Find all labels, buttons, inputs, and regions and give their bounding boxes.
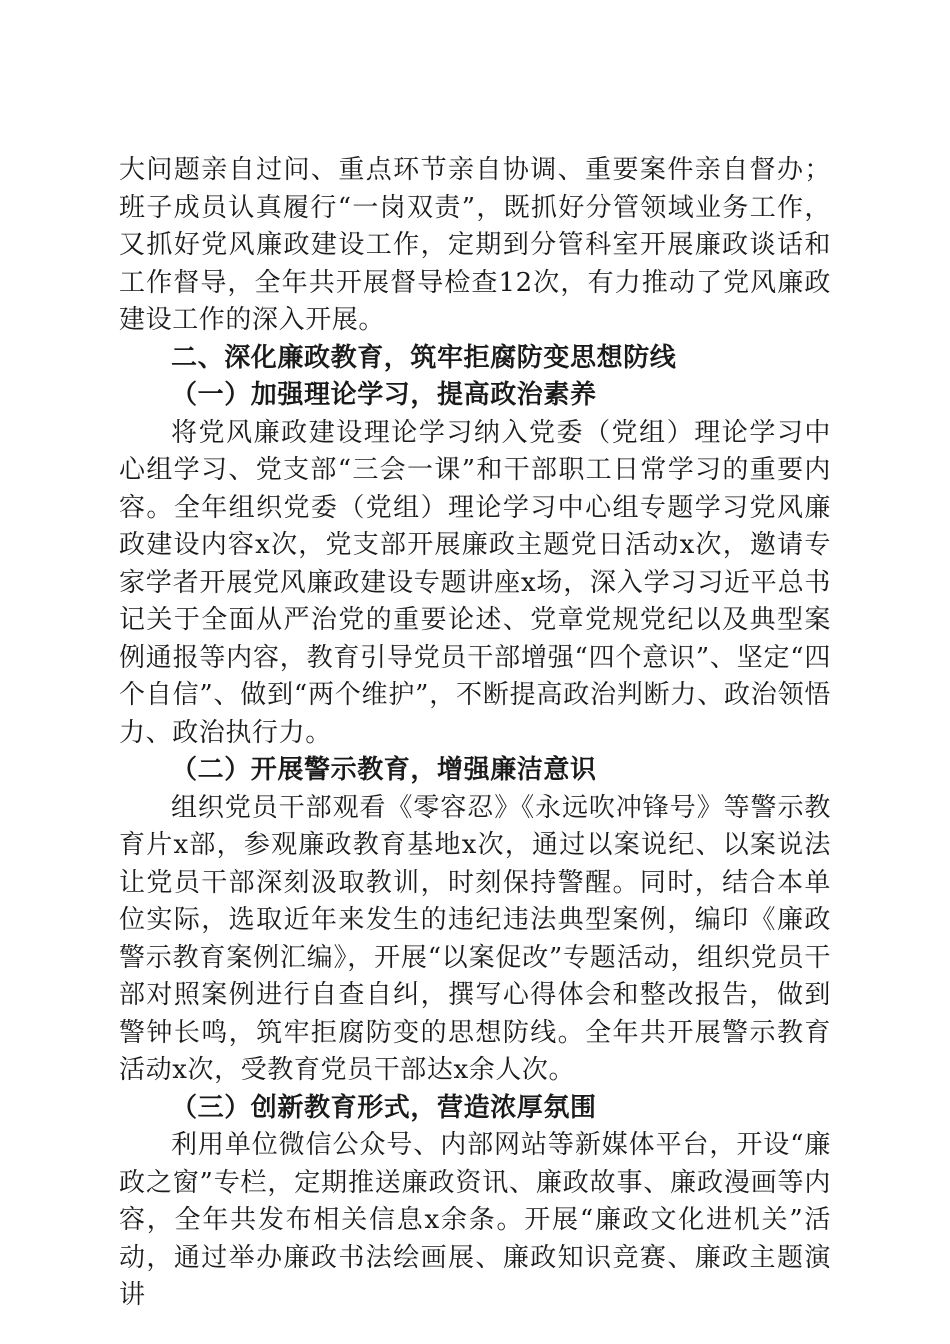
subsection-heading-3: （三）创新教育形式，营造浓厚氛围	[171, 1092, 597, 1123]
section-heading-2: 二、深化廉政教育，筑牢拒腐防变思想防线	[171, 342, 677, 373]
document-body	[119, 152, 831, 1315]
subsection-heading-2: （二）开展警示教育，增强廉洁意识	[171, 755, 597, 785]
paragraph-warning-education: 组织党员干部观看《零容忍》《永远吹冲锋号》等警示教育片x部，参观廉政教育基地x次，通过以案说纪、以案说法让党员干部深刻汲取教训，时刻保持警醒。同时，结合本单位实际，选取近年来发生的违纪违法典型案例，编印《廉政警示教育案例汇编》，开展“以案促改”专题活动，组织党员干部对照案例进行自查自纠，撰写心得体会和整改报告，做到警钟长鸣，筑牢拒腐防变的思想防线。全年共开展警示教育活动x次，受教育党员干部达x余人次。	[119, 792, 831, 1085]
subsection-heading-1: （一）加强理论学习，提高政治素养	[171, 380, 597, 410]
paragraph-theory-study: 将党风廉政建设理论学习纳入党委（党组）理论学习中心组学习、党支部“三会一课”和干部职工日常学习的重要内容。全年组织党委（党组）理论学习中心组专题学习党风廉政建设内容x次，党支部开展廉政主题党日活动x次，邀请专家学者开展党风廉政建设专题讲座x场，深入学习习近平总书记关于全面从严治党的重要论述、党章党规党纪以及典型案例通报等内容，教育引导党员干部增强“四个意识”、坚定“四个自信”、做到“两个维护”，不断提高政治判断力、政治领悟力、政治执行力。	[119, 417, 831, 748]
paragraph-continuation: 大问题亲自过问、重点环节亲自协调、重要案件亲自督办；班子成员认真履行“一岗双责”，既抓好分管领域业务工作，又抓好党风廉政建设工作，定期到分管科室开展廉政谈话和工作督导，全年共开展督导检查12次，有力推动了党风廉政建设工作的深入开展。	[119, 155, 831, 335]
paragraph-education-forms: 利用单位微信公众号、内部网站等新媒体平台，开设“廉政之窗”专栏，定期推送廉政资讯、廉政故事、廉政漫画等内容，全年共发布相关信息x余条。开展“廉政文化进机关”活动，通过举办廉政书法绘画展、廉政知识竞赛、廉政主题演讲	[119, 1130, 831, 1310]
